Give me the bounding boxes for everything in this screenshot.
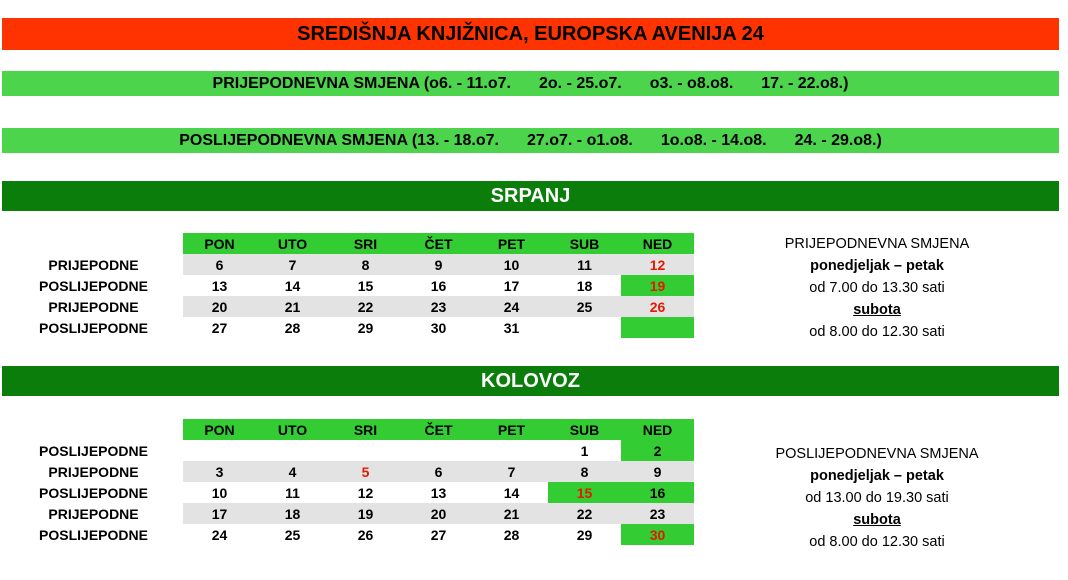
day-cell: 23 — [402, 296, 475, 317]
weekday-header: PET — [475, 233, 548, 254]
shift-label: POSLIJEPODNE — [39, 277, 148, 294]
hours-weekdays: ponedjeljak – petak — [810, 468, 944, 484]
day-cell — [475, 440, 548, 461]
calendar-row — [4, 275, 694, 296]
day-cell — [183, 440, 256, 461]
day-cell: 9 — [402, 254, 475, 275]
calendar-row — [4, 482, 694, 503]
calendar-row — [4, 440, 694, 461]
day-cell: 20 — [183, 296, 256, 317]
weekday-header: SUB — [548, 233, 621, 254]
hours-title: PRIJEPODNEVNA SMJENA — [784, 236, 970, 252]
empty-cell — [4, 419, 183, 440]
day-cell: 27 — [211, 319, 228, 336]
day-cell: 17 — [183, 503, 256, 524]
day-cell: 18 — [576, 277, 593, 294]
calendar-row — [4, 254, 694, 275]
day-cell: 11 — [285, 484, 300, 501]
weekday-header: SRI — [329, 233, 402, 254]
day-cell: 8 — [329, 254, 402, 275]
shift-label: POSLIJEPODNE — [39, 442, 148, 459]
day-cell: 21 — [475, 503, 548, 524]
weekday-header: ČET — [402, 419, 475, 440]
weekday-header: UTO — [256, 233, 329, 254]
day-cell: 30 — [621, 524, 694, 545]
day-cell: 14 — [284, 277, 301, 294]
hours-saturday-time: od 8.00 do 12.30 sati — [809, 534, 945, 550]
library-title-banner — [2, 18, 1059, 50]
day-cell: 16 — [621, 482, 694, 503]
shift-label: PRIJEPODNE — [48, 256, 139, 273]
calendar-row — [4, 503, 694, 524]
month-title: KOLOVOZ — [481, 369, 580, 392]
shift-label: POSLIJEPODNE — [39, 526, 148, 543]
day-cell: 21 — [256, 296, 329, 317]
day-cell: 10 — [475, 254, 548, 275]
morning-shift-hours — [767, 233, 987, 343]
month-title: SRPANJ — [490, 184, 571, 207]
day-cell: 13 — [430, 484, 447, 501]
hours-saturday-time: od 8.00 do 12.30 sati — [809, 324, 945, 340]
morning-shift-period: o3. - o8.o8. — [649, 74, 734, 92]
shift-label: PRIJEPODNE — [48, 463, 139, 480]
weekday-header: PON — [183, 233, 256, 254]
weekday-header: PET — [475, 419, 548, 440]
afternoon-shift-period: 1o.o8. - 14.o8. — [660, 131, 767, 149]
weekday-header: NED — [621, 233, 694, 254]
day-cell: 27 — [430, 526, 447, 543]
morning-shift-banner — [2, 71, 1059, 96]
shift-label: PRIJEPODNE — [48, 505, 139, 522]
day-cell: 16 — [430, 277, 447, 294]
day-cell: 25 — [548, 296, 621, 317]
weekday-header: UTO — [256, 419, 329, 440]
day-cell: 26 — [621, 296, 694, 317]
shift-label: PRIJEPODNE — [48, 298, 139, 315]
day-cell: 22 — [329, 296, 402, 317]
day-cell: 5 — [329, 461, 402, 482]
day-cell: 24 — [211, 526, 228, 543]
morning-shift-period: 17. - 22.o8.) — [761, 74, 849, 92]
day-cell: 17 — [503, 277, 520, 294]
weekday-header: SUB — [548, 419, 621, 440]
afternoon-shift-label: POSLIJEPODNEVNA SMJENA (13. - 18.o7. — [179, 131, 499, 149]
hours-weekday-time: od 13.00 do 19.30 sati — [805, 490, 949, 506]
day-cell — [329, 440, 402, 461]
day-cell: 31 — [503, 319, 520, 336]
day-cell: 14 — [503, 484, 520, 501]
day-cell — [621, 317, 694, 338]
day-cell: 20 — [402, 503, 475, 524]
calendar-row — [4, 461, 694, 482]
month-banner-kolovoz — [2, 366, 1059, 396]
weekday-header: NED — [621, 419, 694, 440]
day-cell: 7 — [256, 254, 329, 275]
calendar-row — [4, 524, 694, 545]
hours-title: POSLIJEPODNEVNA SMJENA — [775, 446, 979, 462]
hours-weekday-time: od 7.00 do 13.30 sati — [809, 280, 945, 296]
afternoon-shift-banner — [2, 128, 1059, 153]
day-cell: 29 — [357, 319, 374, 336]
day-cell: 19 — [329, 503, 402, 524]
day-cell: 28 — [284, 319, 301, 336]
shift-label: POSLIJEPODNE — [39, 319, 148, 336]
weekday-header: SRI — [329, 419, 402, 440]
shift-label: POSLIJEPODNE — [39, 484, 148, 501]
afternoon-shift-hours — [767, 443, 987, 553]
empty-cell — [4, 233, 183, 254]
day-cell: 22 — [548, 503, 621, 524]
day-cell: 30 — [430, 319, 447, 336]
weekday-header: ČET — [402, 233, 475, 254]
day-cell: 29 — [576, 526, 593, 543]
day-cell: 3 — [183, 461, 256, 482]
day-cell — [256, 440, 329, 461]
day-cell: 23 — [621, 503, 694, 524]
month-banner-srpanj — [2, 181, 1059, 211]
calendar-kolovoz — [4, 419, 694, 545]
library-title: SREDIŠNJA KNJIŽNICA, EUROPSKA AVENIJA 24 — [297, 22, 764, 45]
day-cell: 10 — [211, 484, 228, 501]
morning-shift-label: PRIJEPODNEVNA SMJENA (o6. - 11.o7. — [212, 74, 511, 92]
day-cell: 13 — [211, 277, 228, 294]
day-cell: 6 — [402, 461, 475, 482]
hours-saturday: subota — [853, 512, 901, 528]
day-cell: 11 — [548, 254, 621, 275]
day-cell: 2 — [621, 440, 694, 461]
calendar-row — [4, 317, 694, 338]
morning-shift-period: 2o. - 25.o7. — [539, 74, 622, 92]
day-cell: 28 — [503, 526, 520, 543]
day-cell: 19 — [621, 275, 694, 296]
afternoon-shift-period: 27.o7. - o1.o8. — [527, 131, 633, 149]
calendar-row — [4, 296, 694, 317]
day-cell: 1 — [580, 442, 589, 459]
hours-saturday: subota — [853, 302, 901, 318]
day-cell: 12 — [621, 254, 694, 275]
day-cell: 18 — [256, 503, 329, 524]
day-cell: 25 — [284, 526, 301, 543]
day-cell: 15 — [357, 277, 374, 294]
afternoon-shift-period: 24. - 29.o8.) — [794, 131, 882, 149]
calendar-srpanj — [4, 233, 694, 338]
day-cell: 15 — [548, 482, 621, 503]
day-cell — [402, 440, 475, 461]
day-cell: 8 — [548, 461, 621, 482]
day-cell — [548, 317, 621, 338]
day-cell: 26 — [357, 526, 374, 543]
day-cell: 4 — [256, 461, 329, 482]
weekday-header: PON — [183, 419, 256, 440]
day-cell: 6 — [183, 254, 256, 275]
day-cell: 7 — [475, 461, 548, 482]
hours-weekdays: ponedjeljak – petak — [810, 258, 944, 274]
day-cell: 24 — [475, 296, 548, 317]
day-cell: 12 — [357, 484, 374, 501]
day-cell: 9 — [621, 461, 694, 482]
